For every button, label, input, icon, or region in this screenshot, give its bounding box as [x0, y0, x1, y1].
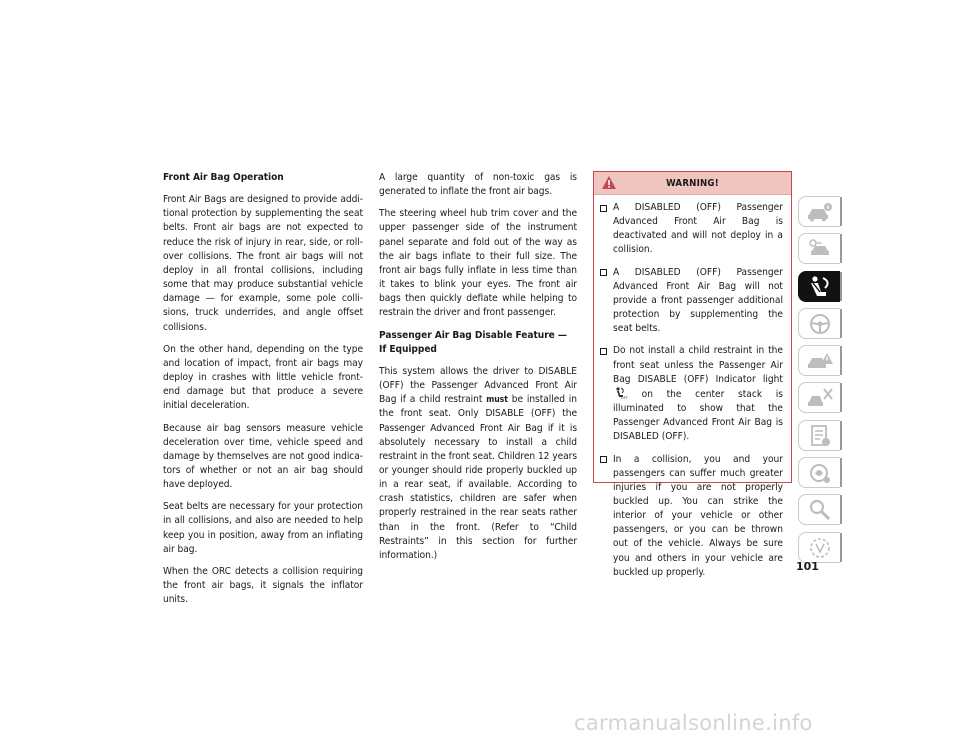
column-middle [379, 171, 577, 571]
warning-header [594, 172, 791, 195]
maintenance-list-icon [806, 424, 834, 448]
warning-item-text: A DISABLED (OFF) Passenger Advanced Front Air Bag is deactivated and will not deploy in a collision. [613, 202, 783, 256]
text-run: This system allows the driver to DISABLE (OFF) the Passenger Advanced Front Air Bag if a child restraint [379, 365, 577, 406]
warning-title: WARNING! [666, 178, 719, 189]
tab-keys[interactable] [798, 233, 840, 264]
section-heading-front-air-bag: Front Air Bag Operation [163, 172, 284, 183]
tab-multimedia[interactable] [798, 457, 840, 488]
svg-text:OFF: OFF [621, 395, 628, 400]
paragraph-disable-feature [379, 365, 577, 563]
car-warning-icon [806, 349, 834, 373]
warning-item-text: In a collision, you and your passengers can suffer much greater injuries if you are not properly buckled up. You can strike the interior of your vehicle or other passengers, or you can be thrown out of the vehicle. Always be sure you and others in your vehicle are buckled up properly. [613, 453, 783, 578]
tab-in-case-of-emergency[interactable] [798, 345, 840, 376]
search-index-icon [806, 498, 834, 522]
warning-item [600, 266, 783, 337]
warning-box [593, 171, 792, 578]
tab-safety[interactable] [798, 271, 840, 302]
warning-item [600, 344, 783, 444]
warning-item-text: on the center stack is illuminated to show that the Passenger Advanced Front Air Bag is DISABLED (OFF). [613, 388, 783, 443]
text-run: be installed in the front seat. Only DISABLE (OFF) the Passenger Advanced Front Air Bag if it is absolutely necessary to install a child restraint in the front seat. Children 12 years or younger should ride properly buckled up in a rear seat, if available. According to crash statistics, children are safer when properly restrained in the rear seats rather than in the front. (Refer to “Child Restraints” in this section for further information.) [379, 394, 577, 561]
warning-item-text: Do not install a child restraint in the front seat unless the Passenger Air Bag DISABLE (OFF) Indicator light [613, 345, 783, 385]
car-info-icon [806, 200, 834, 224]
tab-technical-specifications[interactable] [798, 420, 840, 451]
emphasis-must: must [486, 395, 508, 406]
seatbelt-airbag-icon [806, 275, 834, 299]
paragraph: Seat belts are necessary for your protection in all collisions, and also are needed to help keep you in position, away from an inflating air bag. [163, 501, 363, 555]
car-key-icon [806, 237, 834, 261]
column-left [163, 171, 363, 615]
steering-wheel-icon [806, 312, 834, 336]
watermark: carmanualsonline.info [574, 711, 813, 735]
tab-languages[interactable] [798, 532, 840, 563]
warning-item [600, 453, 783, 580]
multimedia-icon [806, 461, 834, 485]
section-heading-passenger-disable: Passenger Air Bag Disable Feature — If Equipped [379, 329, 567, 355]
paragraph: On the other hand, depending on the type and location of impact, front air bags may deploy in crashes with little vehicle front-end damage but that produce a severe initial deceleration. [163, 343, 363, 412]
tab-index[interactable] [798, 494, 840, 525]
language-icon [806, 536, 834, 560]
paragraph: The steering wheel hub trim cover and the upper passenger side of the instrument panel separate and fold out of the way as the air bags inflate to their full size. The front air bags fully inflate in less time than it takes to blink your eyes. The front air bags then quickly deflate while helping to restrain the driver and front passenger. [379, 208, 577, 319]
airbag-off-indicator-icon [615, 387, 626, 399]
paragraph: When the ORC detects a collision requiring the front air bags, it signals the inflator units. [163, 565, 363, 606]
paragraph: Front Air Bags are designed to provide addi-tional protection by supplementing the seat belts. Front air bags are not expected to reduce the risk of injury in rear, side, or roll-over collisions. The front air bags will not deploy in all frontal collisions, including some that may produce substantial vehicle damage — for example, some pole colli-sions, truck underrides, and angle offset collisions. [163, 194, 363, 333]
square-bullet-icon [600, 205, 607, 212]
paragraph: Because air bag sensors measure vehicle deceleration over time, vehicle speed and damage by themselves are not good indica-tors of whether or not an air bag should have deployed. [163, 422, 363, 491]
square-bullet-icon [600, 348, 607, 355]
tab-getting-to-know-vehicle[interactable] [798, 196, 840, 227]
square-bullet-icon [600, 269, 607, 276]
roadside-tools-icon [806, 386, 834, 410]
chapter-tabs [798, 196, 842, 569]
square-bullet-icon [600, 456, 607, 463]
warning-list [594, 195, 791, 580]
warning-item-text: A DISABLED (OFF) Passenger Advanced Front Air Bag will not provide a front passenger additional protection by supplementing the seat belts. [613, 266, 783, 335]
tab-starting-operating[interactable] [798, 308, 840, 339]
tab-servicing-maintenance[interactable] [798, 382, 840, 413]
warning-item [600, 201, 783, 258]
page-number: 101 [796, 560, 819, 573]
paragraph: A large quantity of non-toxic gas is generated to inflate the front air bags. [379, 172, 577, 198]
